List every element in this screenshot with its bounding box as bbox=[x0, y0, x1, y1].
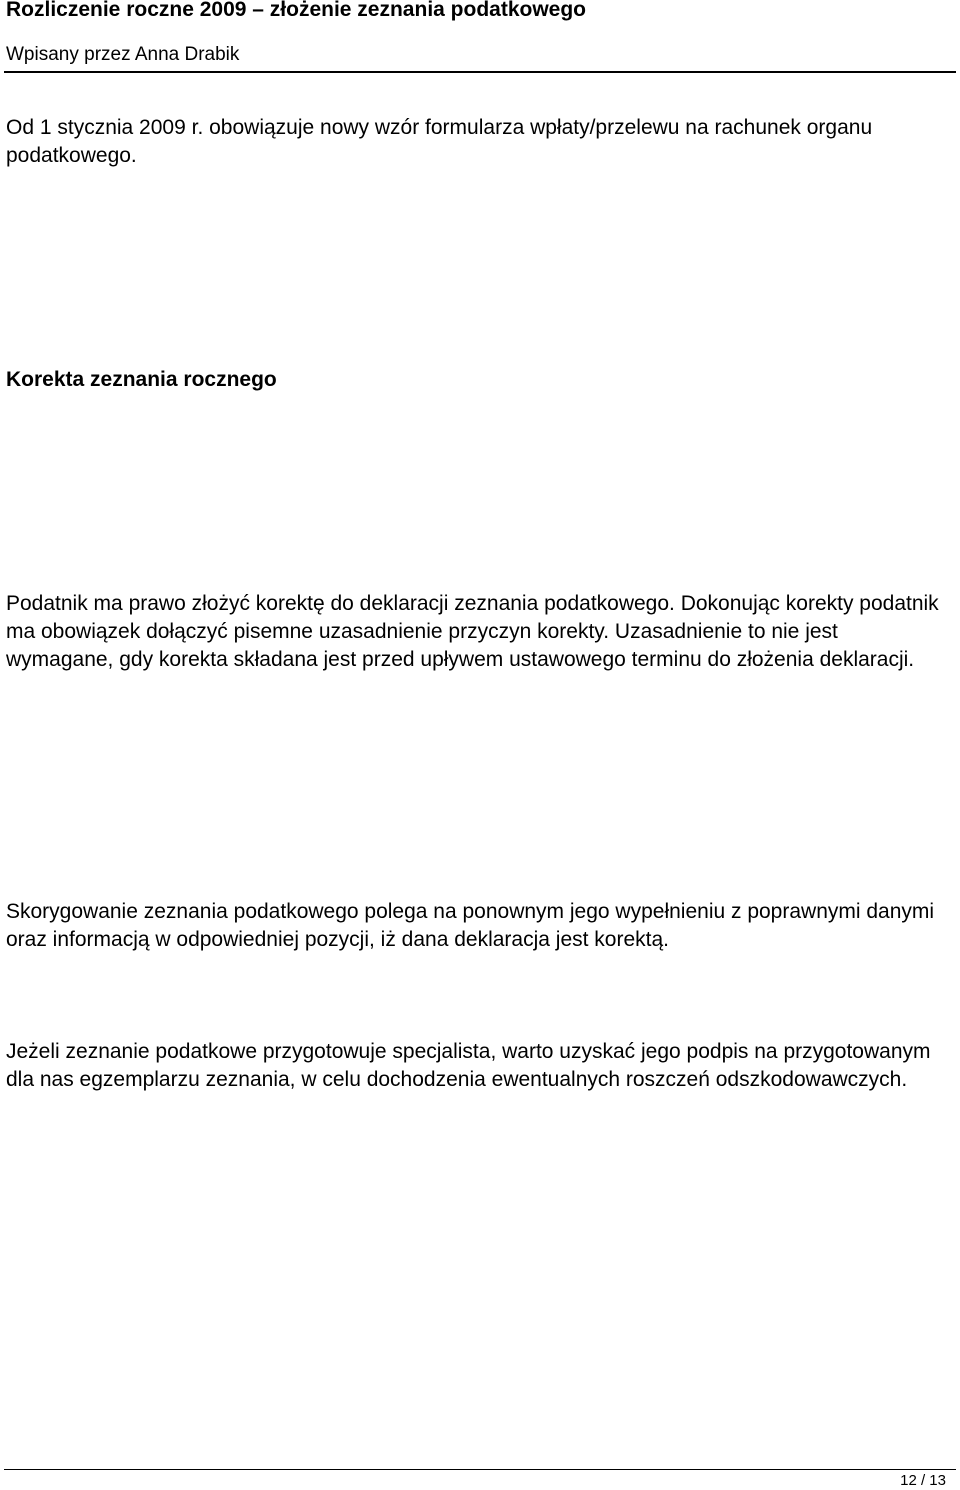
document-title: Rozliczenie roczne 2009 – złożenie zeznania podatkowego bbox=[6, 0, 586, 21]
intro-paragraph: Od 1 stycznia 2009 r. obowiązuje nowy wzór formularza wpłaty/przelewu na rachunek organu podatkowego. bbox=[6, 116, 873, 167]
paragraph-correction-right: Podatnik ma prawo złożyć korektę do deklaracji zeznania podatkowego. Dokonując korekty podatnik ma obowiązek dołączyć pisemne uzasadnienie przyczyn korekty. Uzasadnienie to nie jest wymagane, gdy korekta składana jest przed upływem ustawowego terminu do złożenia deklaracji. bbox=[6, 592, 939, 671]
paragraph-specialist-signature: Jeżeli zeznanie podatkowe przygotowuje specjalista, warto uzyskać jego podpis na przygotowanym dla nas egzemplarzu zeznania, w celu dochodzenia ewentualnych roszczeń odszkodowawczych. bbox=[6, 1040, 931, 1091]
author-line: Wpisany przez Anna Drabik bbox=[6, 44, 240, 65]
paragraph-correction-method: Skorygowanie zeznania podatkowego polega na ponownym jego wypełnieniu z poprawnymi danymi oraz informacją w odpowiedniej pozycji, iż dana deklaracja jest korektą. bbox=[6, 900, 935, 951]
header-divider bbox=[4, 71, 956, 73]
page-number: 12 / 13 bbox=[900, 1472, 946, 1489]
footer-divider bbox=[4, 1469, 956, 1470]
section-heading: Korekta zeznania rocznego bbox=[6, 368, 277, 391]
